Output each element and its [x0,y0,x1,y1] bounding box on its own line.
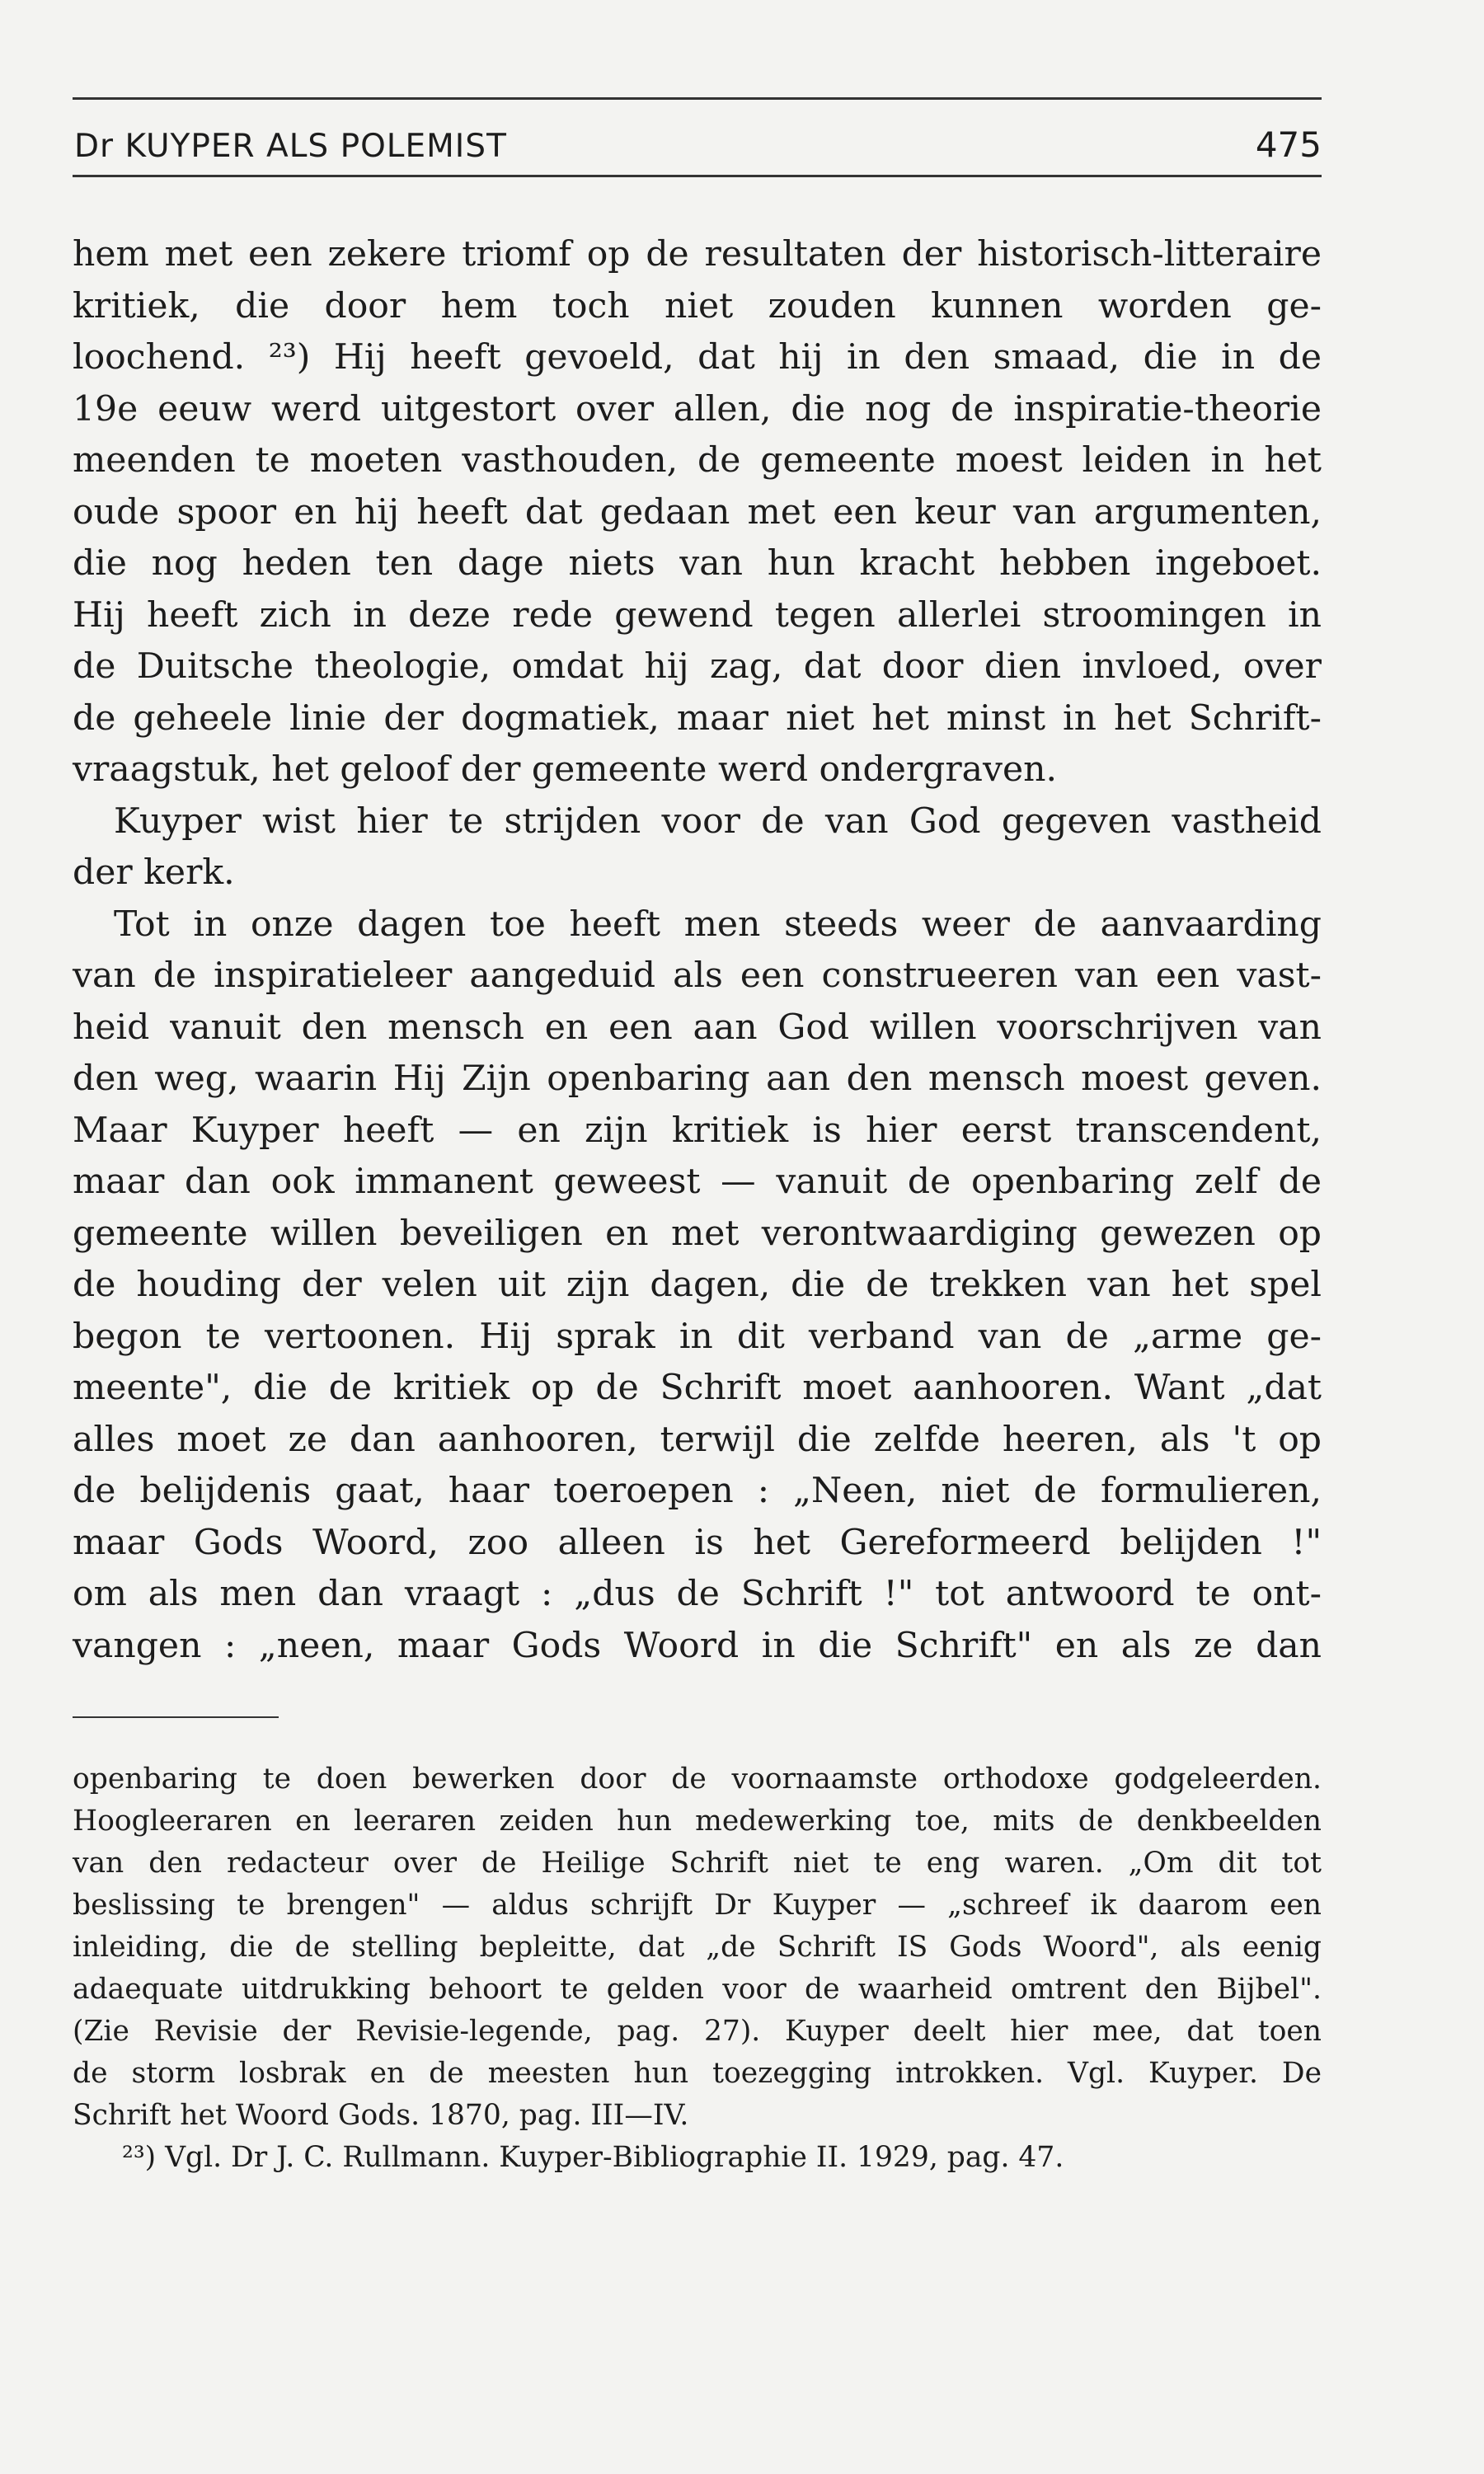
text-line: heid vanuit den mensch en een aan God willen voorschrijven van [73,1007,1322,1048]
text-line: den weg, waarin Hij Zijn openbaring aan den mensch moest geven. [73,1059,1322,1099]
footnote-line: Hoogleeraren en leeraren zeiden hun medewerking toe, mits de denkbeelden [73,1805,1322,1838]
text-line: kritiek, die door hem toch niet zouden kunnen worden ge- [73,285,1322,326]
text-line: oude spoor en hij heeft dat gedaan met een keur van argumenten, [73,491,1322,533]
page-number: 475 [1255,124,1322,165]
text-line [73,332,1322,384]
text-line: de Duitsche theologie, omdat hij zag, dat door dien invloed, over [73,646,1322,687]
footnote-line: adaequate uitdrukking behoort te gelden voor de waarheid omtrent den Bijbel". [73,1973,1322,2006]
text-line: gemeente willen beveiligen en met verontwaardiging gewezen op [73,1213,1322,1254]
text-line: van de inspiratieleer aangeduid als een construeeren van een vast- [73,955,1322,996]
text-line: hem met een zekere triomf op de resultaten der historisch-litteraire [73,234,1322,275]
running-head: Dr KUYPER ALS POLEMIST [74,128,507,165]
text-line: de belijdenis gaat, haar toeroepen : „Neen, niet de formulieren, [73,1471,1322,1511]
text-line: Kuyper wist hier te strijden voor de van God gegeven vastheid [114,800,1322,842]
text-line: 19e eeuw werd uitgestort over allen, die nog de inspiratie-theorie [73,388,1322,430]
footnote-rule [73,1716,279,1718]
text-line: alles moet ze dan aanhooren, terwijl die zelfde heeren, als 't op [73,1419,1322,1460]
footnote-line: inleiding, die de stelling bepleitte, dat „de Schrift IS Gods Woord", als eenig [73,1931,1322,1964]
text-line: de houding der velen uit zijn dagen, die de trekken van het spel [73,1265,1322,1305]
text-line: der kerk. [73,852,235,893]
text-line: Tot in onze dagen toe heeft men steeds weer de aanvaarding [114,904,1322,945]
footnote-23: ²³) Vgl. Dr J. C. Rullmann. Kuyper-Bibliographie II. 1929, pag. 47. [122,2141,1064,2174]
footnote-line: van den redacteur over de Heilige Schrift niet te eng waren. „Om dit tot [73,1847,1322,1880]
text-line: Maar Kuyper heeft — en zijn kritiek is hier eerst transcendent, [73,1110,1322,1151]
text-line: die nog heden ten dage niets van hun kracht hebben ingeboet. [73,543,1322,584]
header-rule-bottom [73,175,1322,177]
footnotes [73,1758,1322,2179]
text-line: meente", die de kritiek op de Schrift moet aanhooren. Want „dat [73,1368,1322,1408]
text-line: begon te vertoonen. Hij sprak in dit verband van de „arme ge- [73,1316,1322,1357]
text-line: om als men dan vraagt : „dus de Schrift !" tot antwoord te ont- [73,1574,1322,1614]
footnote-line: openbaring te doen bewerken door de voornaamste orthodoxe godgeleerden. [73,1763,1322,1796]
text-line-part: loochend. [73,337,246,378]
footnote-line: (Zie Revisie der Revisie-legende, pag. 27). Kuyper deelt hier mee, dat toen [73,2015,1322,2048]
footnote-line: de storm losbrak en de meesten hun toezegging introkken. Vgl. Kuyper. De [73,2057,1322,2090]
footnote-line: beslissing te brengen" — aldus schrijft Dr Kuyper — „schreef ik daarom een [73,1889,1322,1922]
body-text [73,229,1322,1672]
footnote-line: Schrift het Woord Gods. 1870, pag. III—IV. [73,2099,689,2132]
text-line-part: ²³) Hij heeft gevoeld, dat hij in den smaad, die in de [268,337,1322,378]
text-line: de geheele linie der dogmatiek, maar niet het minst in het Schrift- [73,697,1322,739]
text-line: vraagstuk, het geloof der gemeente werd ondergraven. [73,749,1058,790]
page-header [74,115,1322,165]
header-rule-top [73,97,1322,100]
text-line: maar Gods Woord, zoo alleen is het Gereformeerd belijden !" [73,1522,1322,1563]
text-line: maar dan ook immanent geweest — vanuit de openbaring zelf de [73,1162,1322,1202]
text-line: vangen : „neen, maar Gods Woord in die Schrift" en als ze dan [73,1625,1322,1666]
text-line: meenden te moeten vasthouden, de gemeente moest leiden in het [73,440,1322,481]
text-line: Hij heeft zich in deze rede gewend tegen allerlei stroomingen in [73,594,1322,636]
